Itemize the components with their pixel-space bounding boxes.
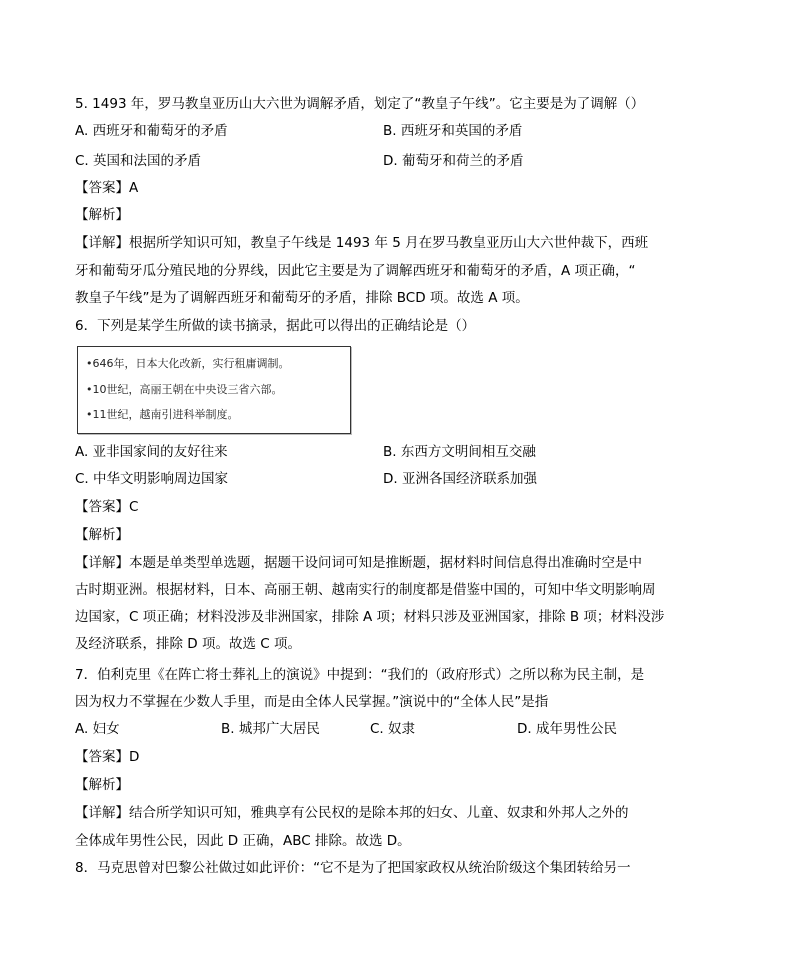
q7-option-a: A. 妇女 [75, 721, 120, 737]
q7-detail-line: 全体成年男性公民，因此 D 正确，ABC 排除。故选 D。 [75, 833, 411, 849]
q5-option-b: B. 西班牙和英国的矛盾 [383, 123, 523, 139]
q7-stem-line: 7．伯利克里《在阵亡将士葬礼上的演说》中提到：“我们的（政府形式）之所以称为民主制，是 [75, 667, 645, 683]
q6-excerpt-box [77, 346, 351, 434]
q6-option-b: B. 东西方文明间相互交融 [383, 444, 536, 460]
q5-answer: 【答案】A [75, 180, 139, 196]
q8-stem: 8．马克思曾对巴黎公社做过如此评价：“它不是为了把国家政权从统治阶级这个集团转给另一 [75, 860, 631, 876]
q5-option-d: D. 葡萄牙和荷兰的矛盾 [383, 153, 524, 169]
q6-excerpt-line: •11世纪，越南引进科举制度。 [86, 408, 239, 421]
q7-answer: 【答案】D [75, 749, 140, 765]
q7-option-c: C. 奴隶 [370, 721, 416, 737]
q6-detail-line: 【详解】本题是单类型单选题，据题干设问词可知是推断题，据材料时间信息得出准确时空是中 [75, 555, 642, 571]
q7-stem-line: 因为权力不掌握在少数人手里，而是由全体人民掌握。”演说中的“全体人民”是指 [75, 694, 549, 710]
q5-option-c: C. 英国和法国的矛盾 [75, 153, 202, 169]
q6-detail-line: 边国家，C 项正确；材料没涉及非洲国家，排除 A 项；材料只涉及亚洲国家，排除 B 项；材料没涉 [75, 609, 665, 625]
q5-detail-line: 【详解】根据所学知识可知，教皇子午线是 1493 年 5 月在罗马教皇亚历山大六世仲裁下，西班 [75, 235, 649, 251]
q6-detail-line: 古时期亚洲。根据材料，日本、高丽王朝、越南实行的制度都是借鉴中国的，可知中华文明影响周 [75, 582, 656, 598]
q7-detail-line: 【详解】结合所学知识可知，雅典享有公民权的是除本邦的妇女、儿童、奴隶和外邦人之外的 [75, 805, 629, 821]
q7-option-b: B. 城邦广大居民 [221, 721, 320, 737]
q6-option-d: D. 亚洲各国经济联系加强 [383, 471, 537, 487]
q6-answer: 【答案】C [75, 499, 139, 515]
q6-analysis-label: 【解析】 [75, 527, 129, 543]
q6-detail-line: 及经济联系，排除 D 项。故选 C 项。 [75, 636, 301, 652]
q5-detail-line: 牙和葡萄牙瓜分殖民地的分界线，因此它主要是为了调解西班牙和葡萄牙的矛盾，A 项正确，“ [75, 263, 636, 279]
q7-analysis-label: 【解析】 [75, 777, 129, 793]
q7-option-d: D. 成年男性公民 [517, 721, 617, 737]
q6-excerpt-line: •10世纪，高丽王朝在中央设三省六部。 [86, 383, 283, 396]
q5-analysis-label: 【解析】 [75, 207, 129, 223]
q6-stem: 6．下列是某学生所做的读书摘录，据此可以得出的正确结论是（） [75, 318, 476, 334]
q5-stem: 5. 1493 年，罗马教皇亚历山大六世为调解矛盾，划定了“教皇子午线”。它主要是为了调解（） [75, 96, 645, 112]
q6-option-a: A. 亚非国家间的友好往来 [75, 444, 228, 460]
q6-option-c: C. 中华文明影响周边国家 [75, 471, 229, 487]
q5-detail-line: 教皇子午线”是为了调解西班牙和葡萄牙的矛盾，排除 BCD 项。故选 A 项。 [75, 290, 529, 306]
q6-excerpt-line: •646年，日本大化改新，实行租庸调制。 [86, 357, 290, 370]
q5-option-a: A. 西班牙和葡萄牙的矛盾 [75, 123, 228, 139]
